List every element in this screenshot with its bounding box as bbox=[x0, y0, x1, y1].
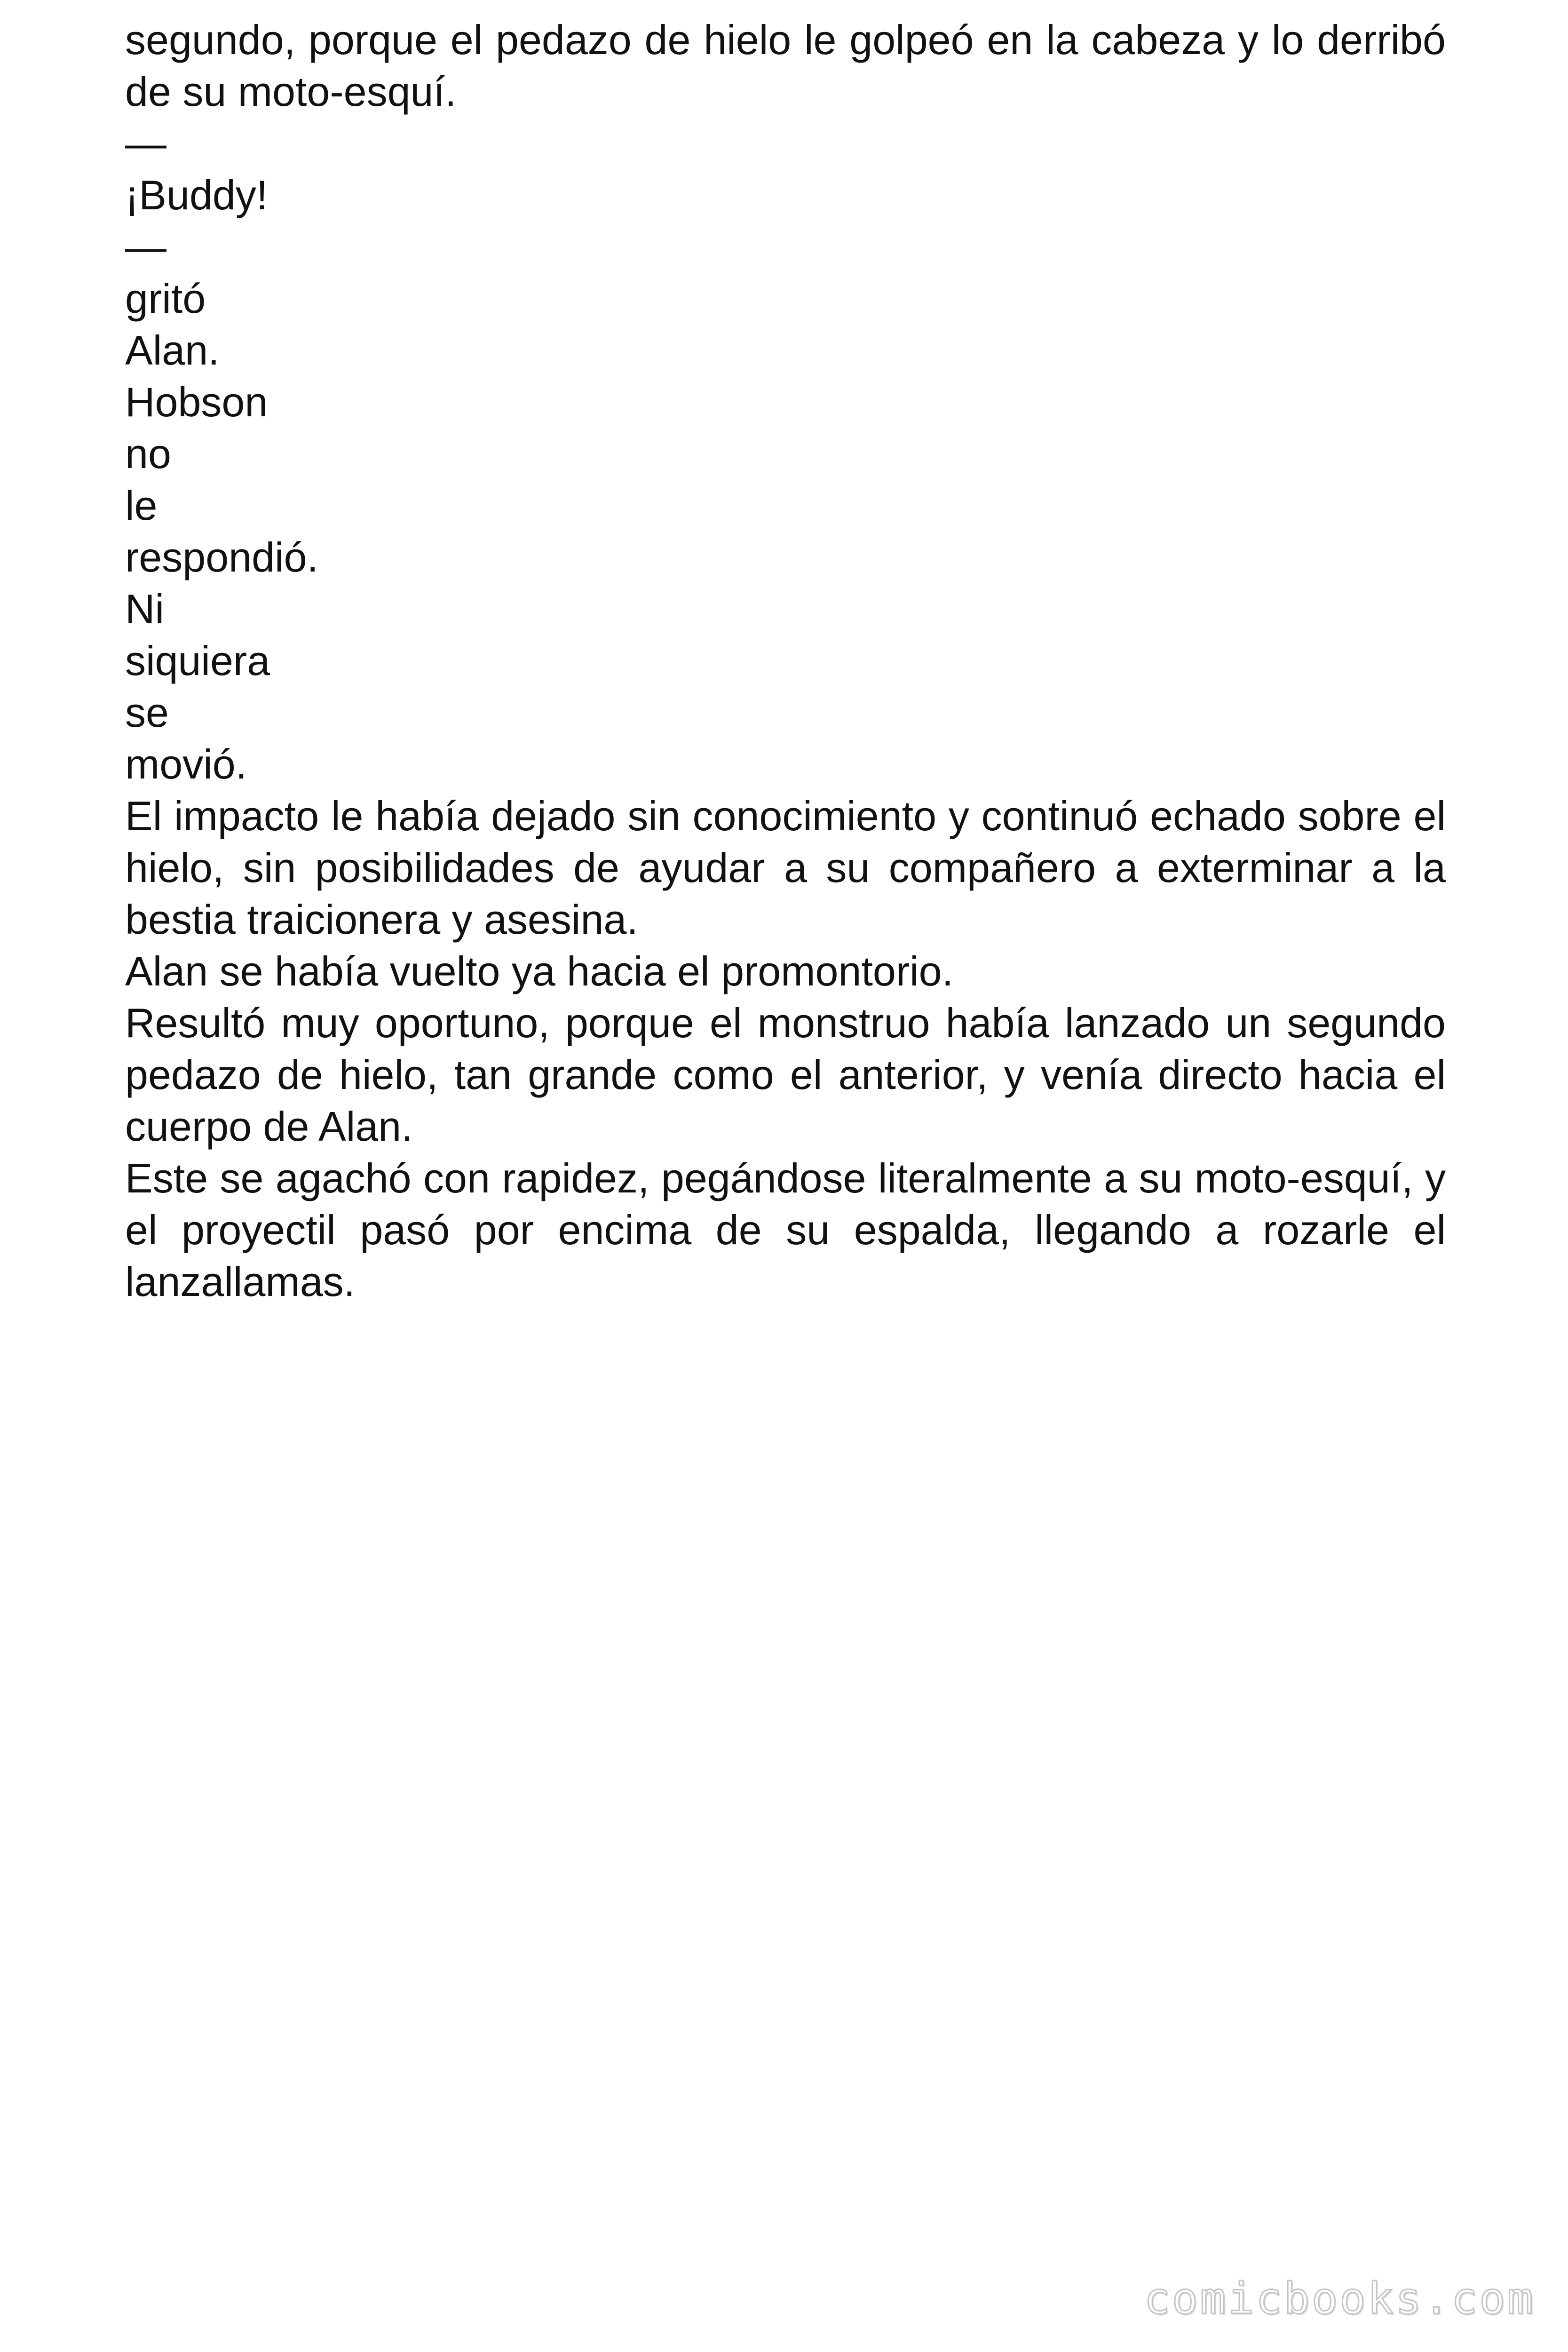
word-line-movio: movió. bbox=[125, 741, 247, 787]
paragraph-agacho: Este se agachó con rapidez, pegándose literalmente a su moto-esquí, y el proyectil pasó por encima de su espalda, llegando a rozarle el lanzallamas. bbox=[125, 1155, 1446, 1305]
word-line-se: se bbox=[125, 689, 169, 736]
paragraph-1: segundo, porque el pedazo de hielo le golpeó en la cabeza y lo derribó de su moto-esquí. bbox=[125, 16, 1446, 115]
paragraph-impacto: El impacto le había dejado sin conocimiento y continuó echado sobre el hielo, sin posibilidades de ayudar a su compañero a exterminar a la bestia traicionera y asesina. bbox=[125, 793, 1446, 943]
word-line-no: no bbox=[125, 430, 171, 477]
watermark-logo: comicbooks.com bbox=[1144, 2273, 1535, 2324]
word-line-le: le bbox=[125, 482, 158, 529]
word-line-ni: Ni bbox=[125, 586, 165, 632]
word-line-respondio: respondió. bbox=[125, 534, 318, 580]
paragraph-resulto: Resultó muy oportuno, porque el monstruo había lanzado un segundo pedazo de hielo, tan grande como el anterior, y venía directo hacia el cuerpo de Alan. bbox=[125, 1000, 1446, 1150]
paragraph-promontorio: Alan se había vuelto ya hacia el promontorio. bbox=[125, 948, 954, 994]
word-line-alan: Alan. bbox=[125, 327, 220, 373]
document-page bbox=[125, 14, 1446, 1308]
dash-line-2: — bbox=[125, 223, 166, 270]
dialogue-line: ¡Buddy! bbox=[125, 172, 268, 218]
word-line-hobson: Hobson bbox=[125, 379, 268, 425]
word-line-siquiera: siquiera bbox=[125, 637, 270, 684]
word-line-grito: gritó bbox=[125, 275, 206, 322]
dash-line-1: — bbox=[125, 120, 166, 167]
